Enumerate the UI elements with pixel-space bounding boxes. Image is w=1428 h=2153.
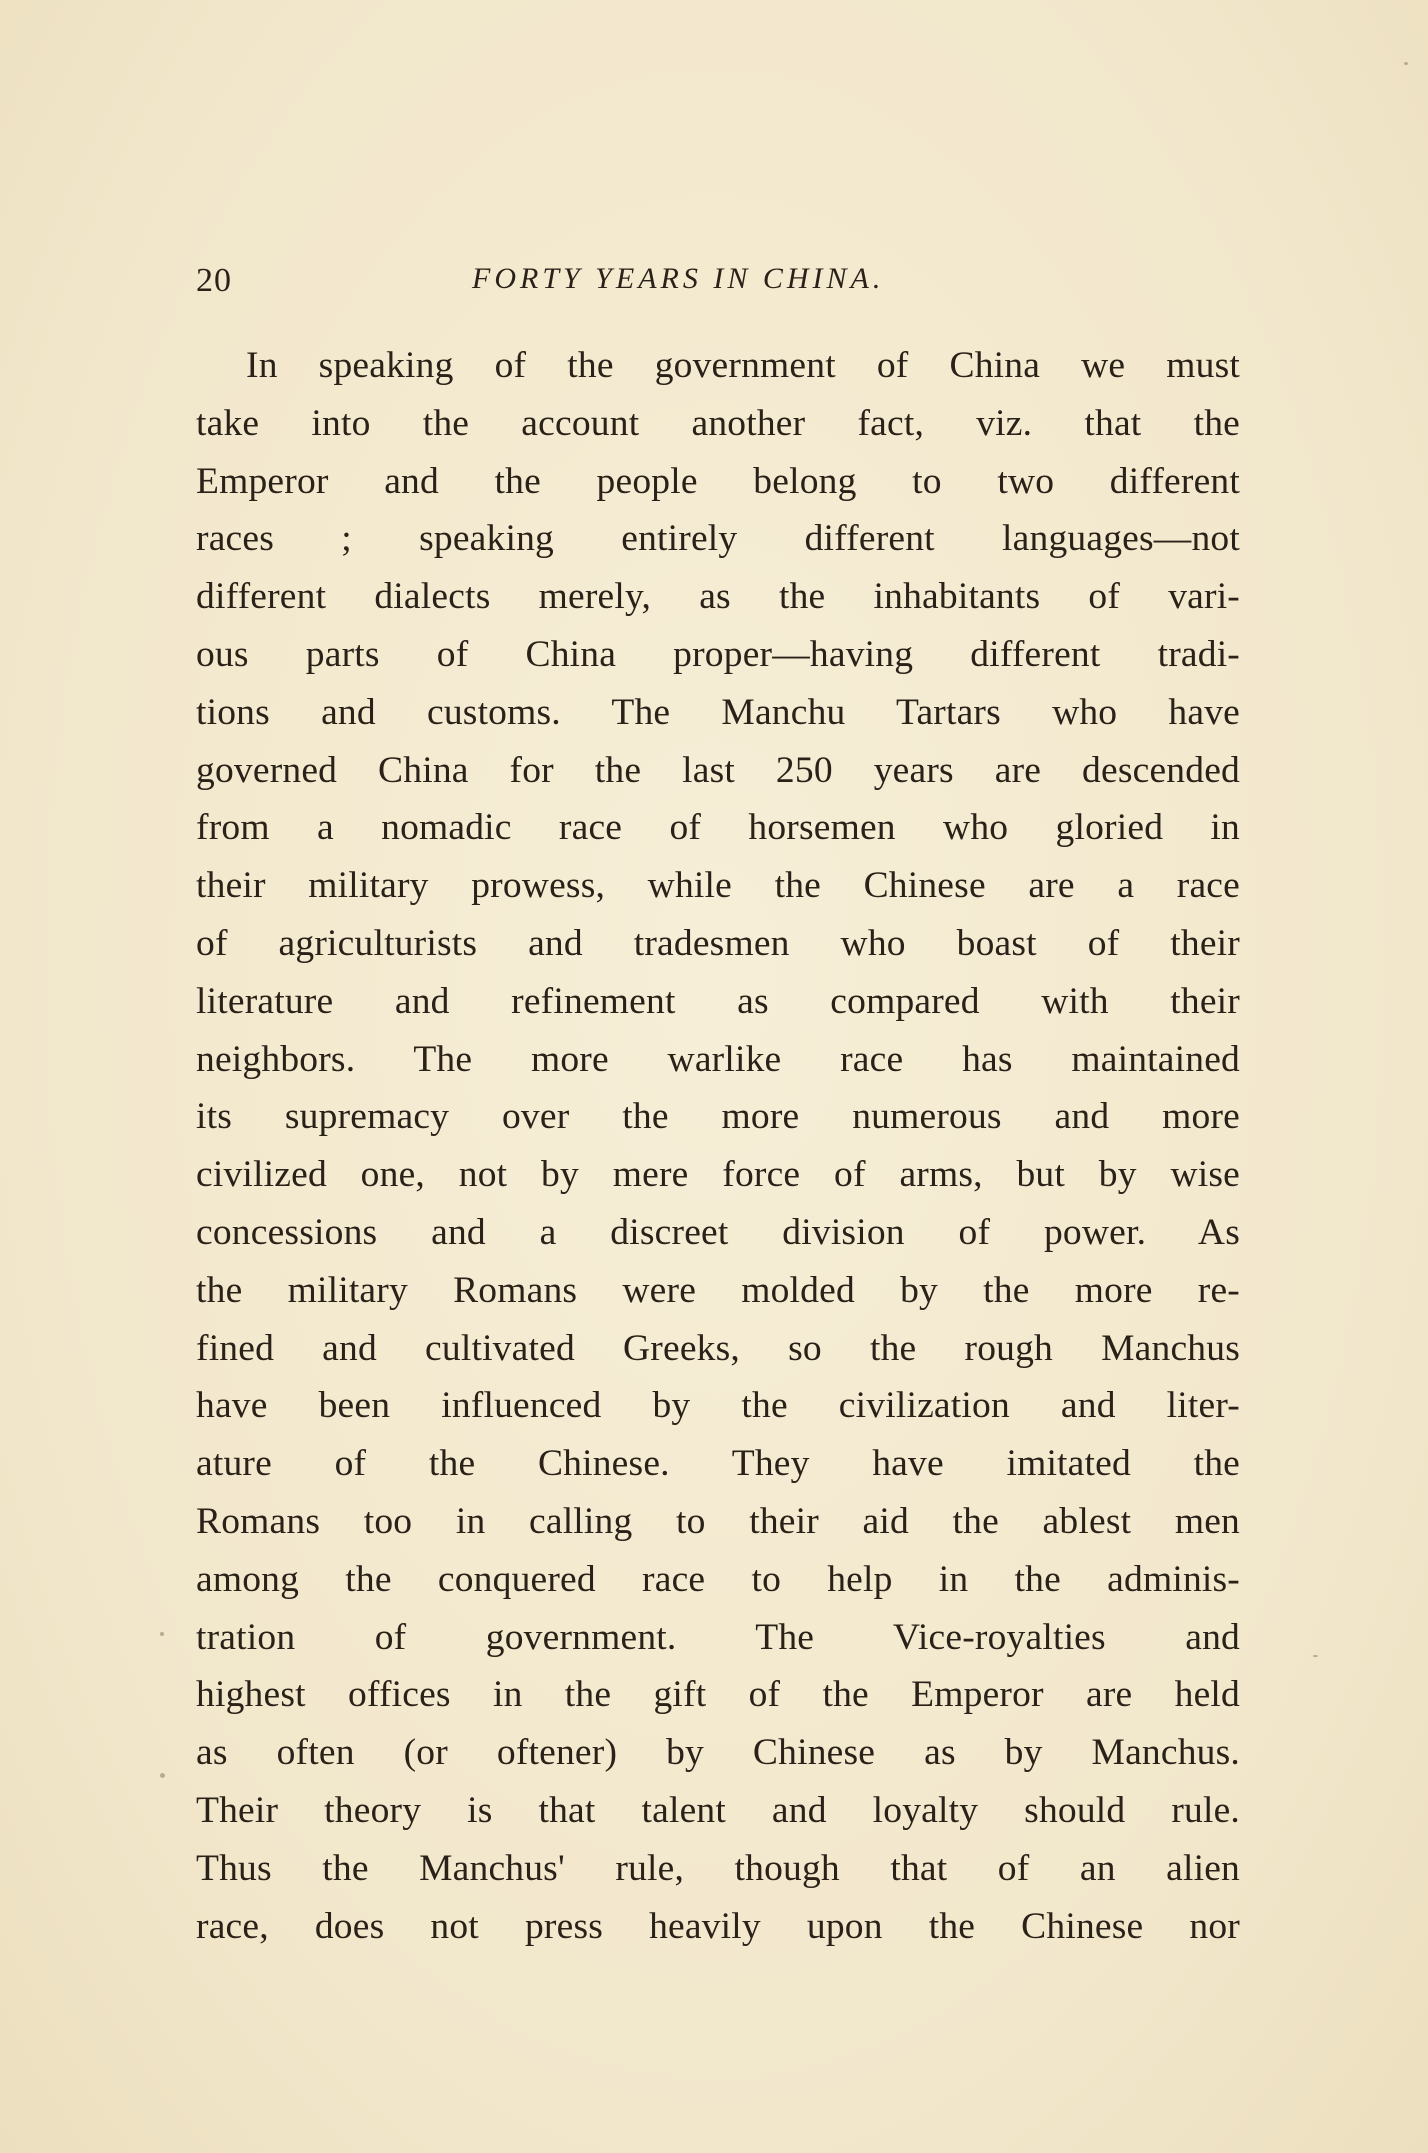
text-line: tration of government. The Vice-royalties and <box>196 1616 1240 1658</box>
paper-speck <box>1313 1655 1318 1657</box>
text-line: civilized one, not by mere force of arms, but by wise <box>196 1154 1240 1196</box>
text-line: Thus the Manchus' rule, though that of an alien <box>196 1847 1240 1889</box>
text-line: different dialects merely, as the inhabitants of vari- <box>196 576 1240 618</box>
text-line: ous parts of China proper—having different tradi- <box>196 633 1240 675</box>
text-line: of agriculturists and tradesmen who boast of their <box>196 922 1240 964</box>
text-line: governed China for the last 250 years are descended <box>196 749 1240 791</box>
text-line: Their theory is that talent and loyalty should rule. <box>196 1789 1240 1831</box>
text-line: take into the account another fact, viz. that the <box>196 402 1240 444</box>
text-line: as often (or oftener) by Chinese as by Manchus. <box>196 1732 1240 1774</box>
paper-speck <box>160 1773 165 1778</box>
page-header <box>196 262 1240 312</box>
text-line: from a nomadic race of horsemen who gloried in <box>196 807 1240 849</box>
text-line: the military Romans were molded by the more re- <box>196 1269 1240 1311</box>
text-line: In speaking of the government of China we must <box>246 345 1240 386</box>
text-line: neighbors. The more warlike race has maintained <box>196 1038 1240 1080</box>
paper-speck <box>1404 62 1408 65</box>
text-line: their military prowess, while the Chinese are a race <box>196 865 1240 907</box>
text-line: ature of the Chinese. They have imitated the <box>196 1443 1240 1485</box>
text-line: Romans too in calling to their aid the ablest men <box>196 1500 1240 1542</box>
text-line: race, does not press heavily upon the Chinese nor <box>196 1905 1240 1947</box>
running-title: FORTY YEARS IN CHINA. <box>472 262 885 295</box>
text-line: its supremacy over the more numerous and more <box>196 1096 1240 1138</box>
text-line: have been influenced by the civilization and liter- <box>196 1385 1240 1427</box>
text-line: literature and refinement as compared with their <box>196 980 1240 1022</box>
paper-speck <box>160 1632 164 1636</box>
body-paragraph <box>196 337 1240 1955</box>
text-line: among the conquered race to help in the adminis- <box>196 1558 1240 1600</box>
text-line: tions and customs. The Manchu Tartars who have <box>196 691 1240 733</box>
text-line: fined and cultivated Greeks, so the rough Manchus <box>196 1327 1240 1369</box>
page-number: 20 <box>196 262 232 299</box>
text-line: concessions and a discreet division of power. As <box>196 1211 1240 1253</box>
text-line: Emperor and the people belong to two different <box>196 460 1240 502</box>
text-line: races ; speaking entirely different languages—not <box>196 518 1240 560</box>
text-line: highest offices in the gift of the Emperor are held <box>196 1674 1240 1716</box>
